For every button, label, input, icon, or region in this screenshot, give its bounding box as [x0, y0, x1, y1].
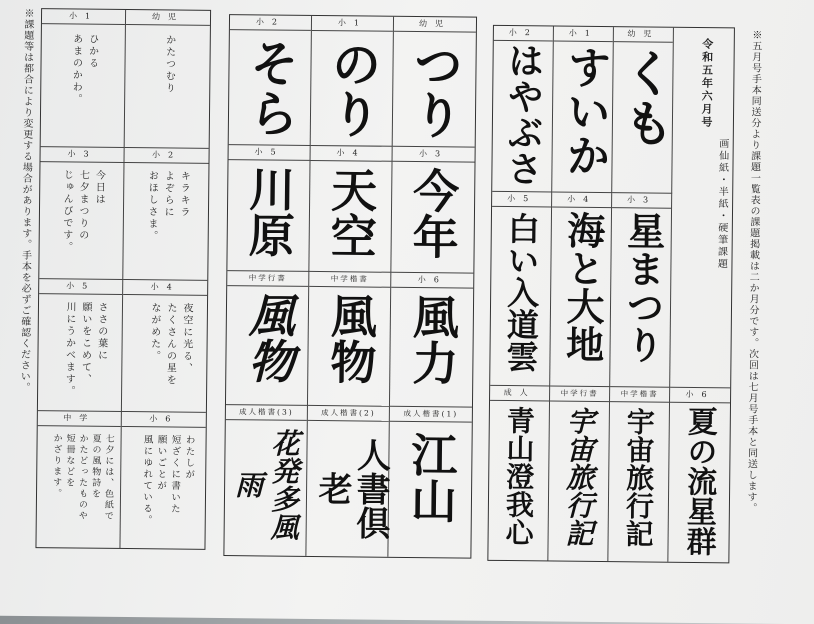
gasen-panel — [487, 25, 735, 564]
hanshi-cell — [224, 405, 308, 556]
hanshi-cell — [227, 145, 310, 272]
hanshi-label: 小5 — [229, 145, 310, 161]
header-subtitle: 画仙紙・半紙・硬筆課題 — [715, 138, 728, 271]
hanshi-cell — [388, 407, 472, 558]
hanshi-brush-text: 川原 — [241, 165, 297, 258]
pen-text-line: 七夕には、色紙で — [102, 433, 114, 522]
hanshi-label: 小4 — [311, 146, 392, 162]
gasen-label: 小5 — [492, 192, 551, 208]
pen-text-line: ひかる — [86, 33, 98, 70]
gasen-cell — [612, 27, 674, 194]
hanshi-cell — [390, 273, 473, 408]
hanshi-brush-text: そら — [240, 37, 301, 138]
hanshi-brush-text: 人書倶老 — [311, 437, 391, 540]
pen-text-line: 夜空に光る、 — [180, 302, 193, 375]
gasen-cell — [552, 26, 614, 193]
pen-text-line: 川にうかべます。 — [63, 301, 76, 398]
hanshi-brush-text: 花発多風雨 — [230, 428, 301, 541]
pen-cell-kindergarten — [125, 10, 210, 149]
hanshi-label: 成人楷書(3) — [226, 405, 307, 421]
pen-text-line: キラキラ — [177, 170, 190, 219]
side-note-right: ※五月号手本同送分より課題一覧表の課題掲載は二か月分です。次回は七月号手本と同送します。 — [744, 29, 761, 514]
hanshi-brush-text: 風力 — [405, 292, 461, 386]
pen-text-line: よぞらに — [161, 170, 174, 219]
hanshi-label: 成人楷書(2) — [308, 406, 389, 422]
hanshi-brush-text: 江山 — [403, 430, 459, 524]
hanshi-brush-text: 風物 — [241, 291, 297, 384]
pen-text-line: 短冊などを — [64, 433, 75, 489]
hanshi-brush-text: つり — [404, 38, 465, 140]
pen-label: 小2 — [124, 148, 208, 164]
gasen-cell — [610, 193, 672, 388]
gasen-cell — [488, 386, 550, 561]
hanshi-label: 小3 — [393, 147, 475, 163]
pen-label: 中学 — [38, 411, 121, 427]
pen-cell-grade4 — [122, 280, 207, 413]
hanshi-cell — [393, 17, 476, 148]
gasen-label: 成人 — [490, 386, 549, 402]
pen-text-line: ささの葉に — [95, 301, 108, 362]
gasen-brush-text: 海と大地 — [559, 210, 607, 364]
hanshi-cell — [306, 406, 390, 557]
pen-cell-junior-high — [36, 411, 121, 548]
hanshi-cell — [226, 271, 309, 406]
gasen-brush-text: 白い入道雲 — [501, 211, 541, 373]
hanshi-cell — [229, 15, 312, 146]
gasen-brush-text: 宇宙旅行記 — [561, 406, 596, 547]
pen-label: 小4 — [123, 280, 207, 296]
pen-cell-grade2 — [123, 148, 208, 281]
pen-label: 小1 — [42, 9, 125, 25]
pen-text-line: 今日は — [93, 169, 105, 206]
gasen-cell — [668, 388, 730, 563]
gasen-cell — [490, 192, 552, 387]
gasen-header-cell — [670, 28, 734, 389]
hanshi-label: 小1 — [312, 16, 393, 32]
pen-text-line: かざります。 — [50, 433, 62, 500]
pen-cell-grade6 — [120, 412, 205, 549]
gasen-label: 中学楷書 — [610, 387, 669, 403]
hanshi-cell — [308, 272, 391, 407]
gasen-label: 小6 — [670, 388, 730, 404]
side-note-left: ※課題等は都合により変更する場合があります。手本を必ずご確認ください。 — [18, 7, 34, 394]
pen-cell-grade3 — [39, 147, 124, 280]
hanshi-brush-text: 天空 — [323, 166, 379, 259]
gasen-brush-text: 宇宙旅行記 — [621, 407, 656, 548]
pen-label: 小6 — [122, 412, 206, 428]
pen-text-line: かたつむり — [163, 34, 175, 95]
hanshi-cell — [391, 147, 474, 274]
pen-text-line: あまのかわ。 — [70, 33, 82, 106]
gasen-brush-text: 夏の流星群 — [680, 405, 717, 557]
pen-text-line: じゅんびです。 — [60, 169, 73, 254]
pen-text-line: わたしが — [183, 434, 195, 481]
gasen-cell — [492, 26, 554, 193]
pen-text-line: たくさんの星を — [164, 302, 177, 387]
pen-text-line: ながめた。 — [148, 302, 161, 363]
hanshi-label: 中学楷書 — [309, 272, 390, 288]
pen-text-line: 風にゆれている。 — [140, 434, 153, 527]
gasen-brush-text: 青山澄我心 — [501, 405, 536, 547]
gasen-label: 小2 — [494, 26, 553, 42]
hanshi-label: 成人楷書(1) — [390, 407, 472, 423]
pen-text-line: 願いをこめて、 — [79, 301, 92, 386]
pen-text-line: 夏の風物詩を — [89, 433, 101, 500]
hanshi-cell — [311, 16, 394, 147]
pen-label: 小3 — [40, 147, 123, 163]
header-title: 令和五年六月号 — [699, 38, 714, 130]
pen-cell-grade5 — [38, 279, 123, 412]
gasen-label: 中学行書 — [550, 386, 609, 402]
hanshi-brush-text: 風物 — [323, 292, 379, 385]
gasen-brush-text: くも — [615, 47, 676, 148]
pen-label: 幼児 — [126, 10, 210, 26]
pen-text-line: かたどったものや — [76, 433, 88, 522]
gasen-label: 小1 — [554, 26, 613, 42]
hanshi-label: 幼児 — [394, 17, 476, 33]
hanshi-panel — [223, 14, 477, 559]
pen-label: 小5 — [39, 279, 122, 295]
gasen-cell — [550, 192, 612, 387]
hanshi-label: 小6 — [391, 273, 473, 289]
gasen-brush-text: 星まつり — [619, 211, 667, 364]
gasen-label: 小3 — [612, 193, 671, 209]
hanshi-label: 小2 — [230, 15, 311, 31]
pen-text-line: 七夕まつりの — [76, 169, 89, 242]
hanshi-brush-text: 今年 — [405, 166, 461, 260]
pen-cell-grade1 — [41, 9, 126, 148]
gasen-brush-text: はやぶさ — [501, 41, 545, 187]
gasen-cell — [608, 387, 670, 562]
hanshi-label: 中学行書 — [227, 271, 308, 287]
gasen-cell — [548, 386, 610, 561]
pen-text-line: おほしさま。 — [145, 170, 158, 243]
pen-text-line: 短ざくに書いた — [168, 434, 181, 516]
hanshi-brush-text: のり — [322, 38, 383, 139]
pen-panel — [35, 8, 211, 550]
gasen-label: 幼児 — [614, 27, 673, 43]
pen-text-line: 願いごとが — [155, 434, 167, 492]
gasen-label: 小4 — [552, 192, 611, 208]
hanshi-cell — [309, 146, 392, 273]
gasen-brush-text: すいか — [558, 44, 611, 178]
